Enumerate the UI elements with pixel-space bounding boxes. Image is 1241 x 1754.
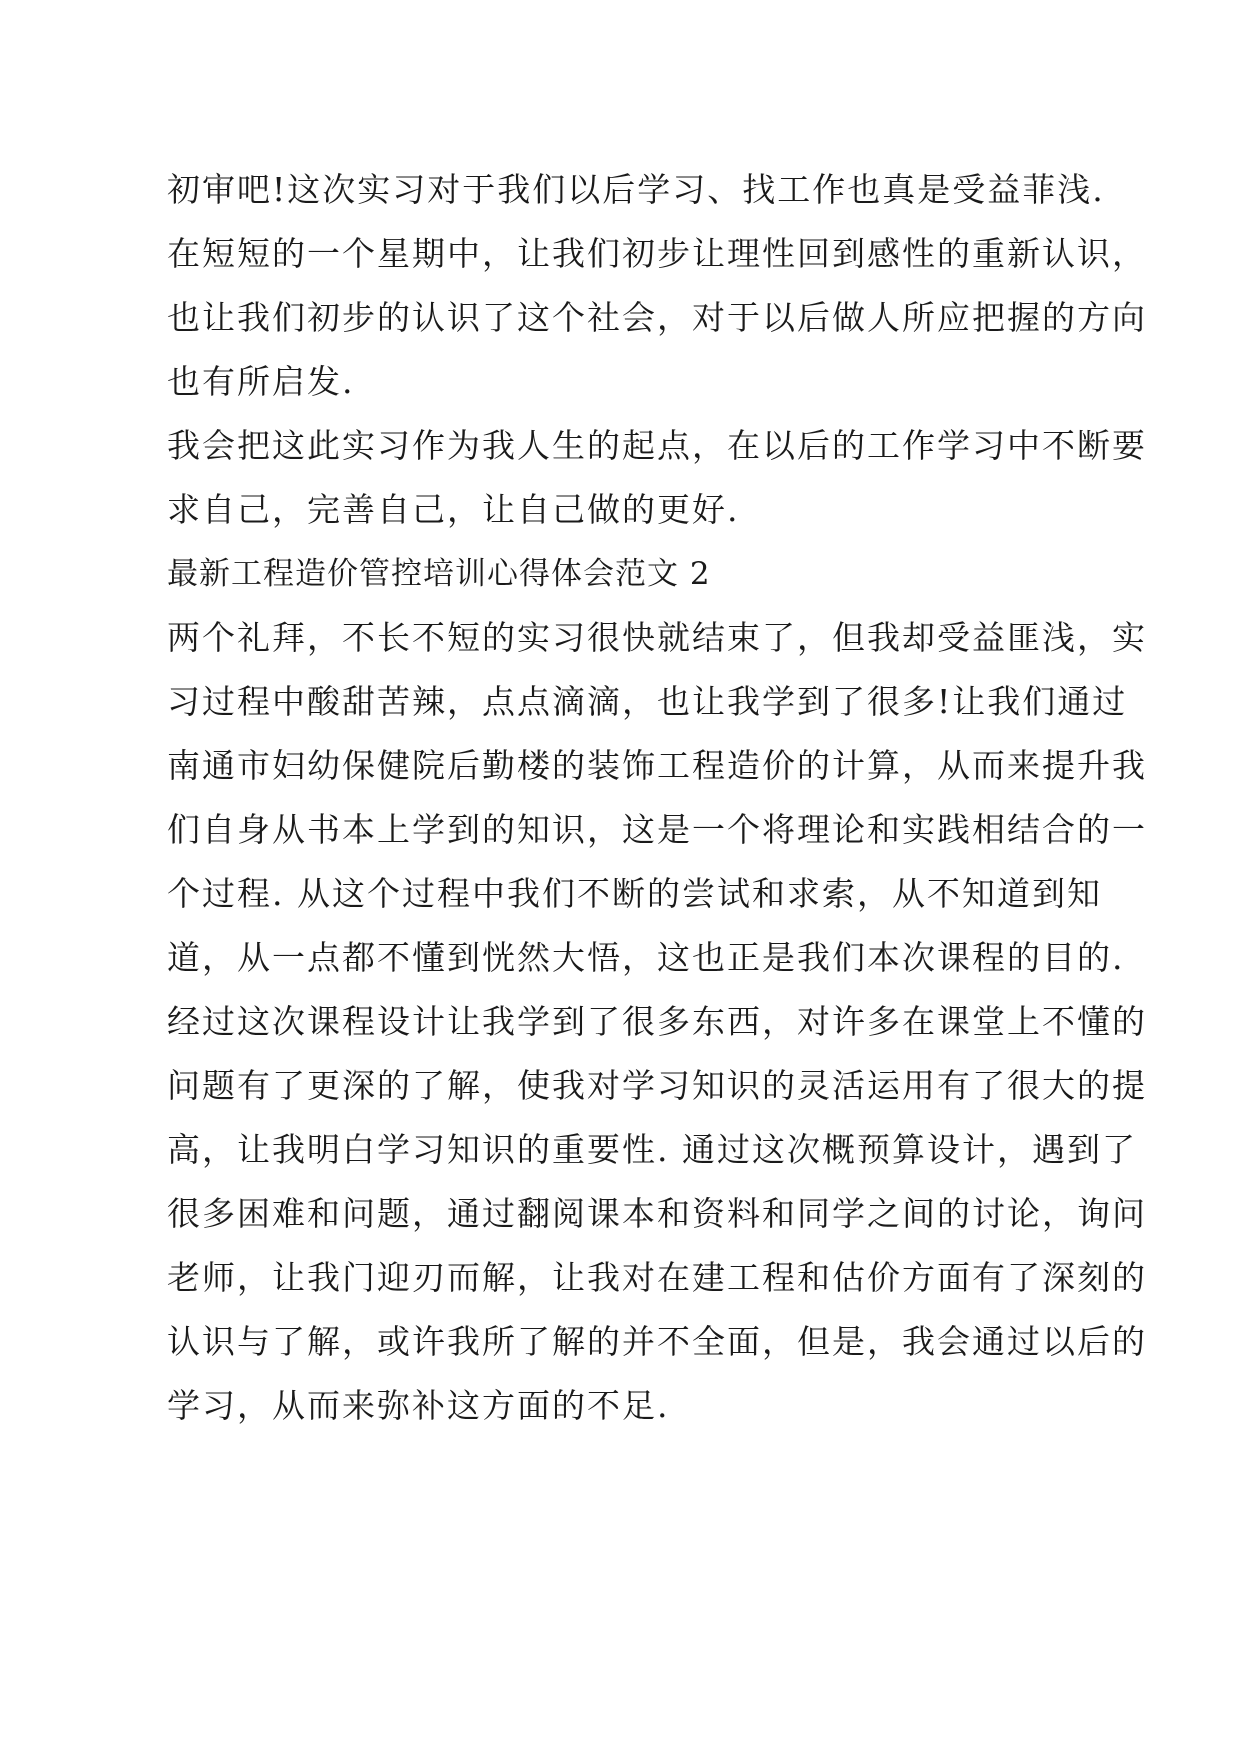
- text-line: 也让我们初步的认识了这个社会，对于以后做人所应把握的方向: [167, 298, 1147, 337]
- text-line: 高，让我明白学习知识的重要性. 通过这次概预算设计，遇到了: [167, 1130, 1137, 1169]
- text-line: 我会把这此实习作为我人生的起点，在以后的工作学习中不断要: [167, 426, 1147, 465]
- text-line: 在短短的一个星期中，让我们初步让理性回到感性的重新认识，: [167, 234, 1147, 273]
- text-line: 南通市妇幼保健院后勤楼的装饰工程造价的计算，从而来提升我: [167, 746, 1147, 785]
- text-line: 也有所启发.: [167, 362, 355, 401]
- text-line: 习过程中酸甜苦辣，点点滴滴，也让我学到了很多!让我们通过: [167, 682, 1128, 721]
- text-line: 个过程. 从这个过程中我们不断的尝试和求索，从不知道到知: [167, 874, 1102, 913]
- text-line: 求自己，完善自己，让自己做的更好.: [167, 490, 740, 529]
- text-line: 很多困难和问题，通过翻阅课本和资料和同学之间的讨论，询问: [167, 1194, 1147, 1233]
- text-line: 学习，从而来弥补这方面的不足.: [167, 1386, 670, 1425]
- text-line: 们自身从书本上学到的知识，这是一个将理论和实践相结合的一: [167, 810, 1147, 849]
- text-line: 道，从一点都不懂到恍然大悟，这也正是我们本次课程的目的.: [167, 938, 1125, 977]
- text-line: 老师，让我门迎刃而解，让我对在建工程和估价方面有了深刻的: [167, 1258, 1147, 1297]
- text-line: 问题有了更深的了解，使我对学习知识的灵活运用有了很大的提: [167, 1066, 1147, 1105]
- text-line: 初审吧!这次实习对于我们以后学习、找工作也真是受益菲浅.: [167, 170, 1105, 209]
- text-line: 认识与了解，或许我所了解的并不全面，但是，我会通过以后的: [167, 1322, 1147, 1361]
- text-line: 两个礼拜，不长不短的实习很快就结束了，但我却受益匪浅，实: [167, 618, 1147, 657]
- text-line: 经过这次课程设计让我学到了很多东西，对许多在课堂上不懂的: [167, 1002, 1147, 1041]
- section-heading: 最新工程造价管控培训心得体会范文 2: [167, 556, 711, 592]
